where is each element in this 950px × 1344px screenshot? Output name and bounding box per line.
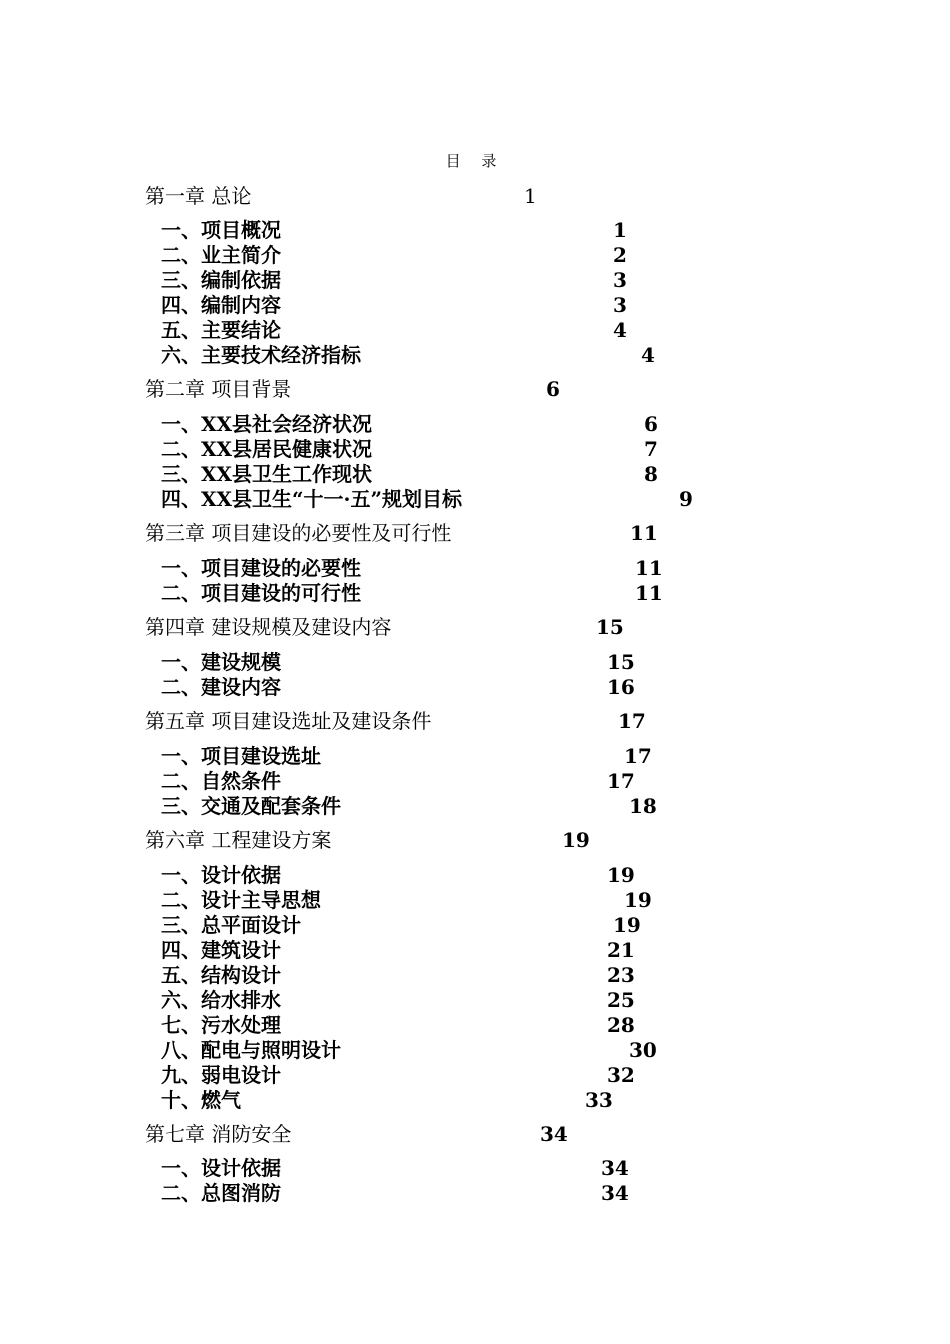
section-page: 23 (607, 963, 635, 987)
section-title: 一、项目概况 (161, 218, 281, 242)
section-title: 十、燃气 (161, 1088, 241, 1112)
section-page: 21 (607, 938, 635, 962)
section-page: 9 (679, 487, 693, 511)
section-title: 二、总图消防 (161, 1181, 281, 1205)
section-page: 16 (607, 675, 635, 699)
section-title: 四、编制内容 (161, 293, 281, 317)
section-page: 33 (585, 1088, 613, 1112)
section-title: 五、主要结论 (161, 318, 281, 342)
chapter-title: 第二章 项目背景 (145, 377, 292, 401)
section-page: 11 (635, 556, 663, 580)
section-title: 七、污水处理 (161, 1013, 281, 1037)
section-title: 四、建筑设计 (161, 938, 281, 962)
section-title: 九、弱电设计 (161, 1063, 281, 1087)
section-title: 二、自然条件 (161, 769, 281, 793)
section-page: 6 (644, 412, 658, 436)
section-title: 一、设计依据 (161, 1156, 281, 1180)
section-page: 15 (607, 650, 635, 674)
section-title: 三、XX县卫生工作现状 (161, 462, 373, 486)
section-page: 8 (644, 462, 658, 486)
section-title: 八、配电与照明设计 (161, 1038, 341, 1062)
section-title: 一、项目建设选址 (161, 744, 321, 768)
section-page: 19 (624, 888, 652, 912)
section-page: 28 (607, 1013, 635, 1037)
section-title: 一、建设规模 (161, 650, 281, 674)
section-title: 二、业主简介 (161, 243, 281, 267)
section-page: 34 (601, 1181, 629, 1205)
section-page: 25 (607, 988, 635, 1012)
section-page: 32 (607, 1063, 635, 1087)
section-title: 一、XX县社会经济状况 (161, 412, 373, 436)
chapter-page: 34 (540, 1122, 568, 1146)
chapter-page: 11 (630, 521, 658, 545)
chapter-title: 第五章 项目建设选址及建设条件 (145, 709, 432, 733)
section-page: 19 (613, 913, 641, 937)
section-title: 五、结构设计 (161, 963, 281, 987)
section-title: 二、XX县居民健康状况 (161, 437, 373, 461)
chapter-title: 第七章 消防安全 (145, 1122, 292, 1146)
section-title: 二、项目建设的可行性 (161, 581, 361, 605)
section-page: 11 (635, 581, 663, 605)
chapter-page: 19 (562, 828, 590, 852)
section-title: 六、主要技术经济指标 (161, 343, 361, 367)
section-title: 一、项目建设的必要性 (161, 556, 361, 580)
section-title: 六、给水排水 (161, 988, 281, 1012)
section-title: 四、XX县卫生“十一·五”规划目标 (161, 487, 463, 511)
section-page: 2 (613, 243, 627, 267)
chapter-page: 15 (596, 615, 624, 639)
chapter-page: 6 (546, 377, 560, 401)
section-page: 7 (644, 437, 658, 461)
chapter-page: 1 (524, 184, 537, 208)
section-page: 4 (613, 318, 627, 342)
chapter-title: 第一章 总论 (145, 184, 252, 208)
section-page: 3 (613, 293, 627, 317)
section-page: 17 (607, 769, 635, 793)
section-page: 18 (629, 794, 657, 818)
section-page: 19 (607, 863, 635, 887)
chapter-page: 17 (618, 709, 646, 733)
toc-title: 目 录 (445, 152, 505, 170)
section-title: 二、设计主导思想 (161, 888, 321, 912)
chapter-title: 第四章 建设规模及建设内容 (145, 615, 392, 639)
section-page: 3 (613, 268, 627, 292)
section-title: 三、交通及配套条件 (161, 794, 341, 818)
section-page: 1 (613, 218, 627, 242)
chapter-title: 第六章 工程建设方案 (145, 828, 332, 852)
section-title: 三、编制依据 (161, 268, 281, 292)
section-page: 4 (641, 343, 655, 367)
section-title: 三、总平面设计 (161, 913, 301, 937)
section-page: 34 (601, 1156, 629, 1180)
chapter-title: 第三章 项目建设的必要性及可行性 (145, 521, 452, 545)
section-page: 17 (624, 744, 652, 768)
section-title: 二、建设内容 (161, 675, 281, 699)
section-title: 一、设计依据 (161, 863, 281, 887)
section-page: 30 (629, 1038, 657, 1062)
